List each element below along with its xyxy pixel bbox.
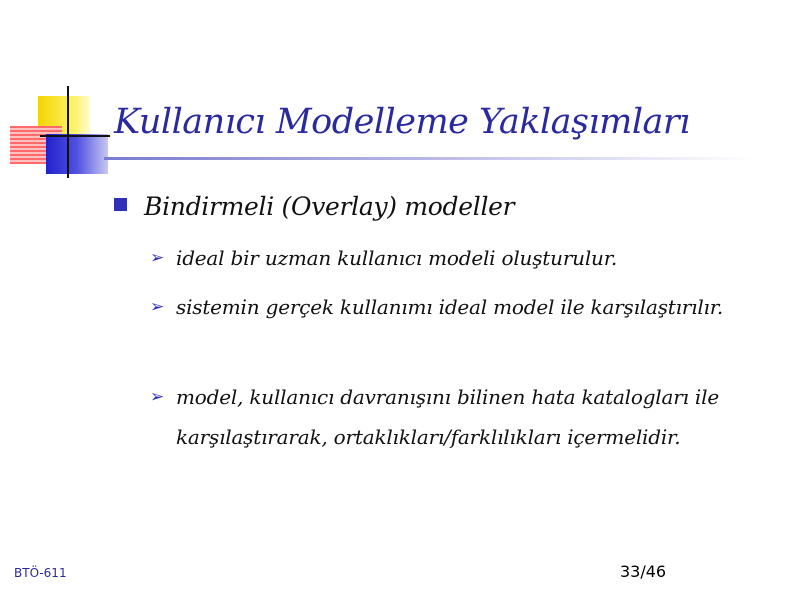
arrowhead-bullet-icon: ➢ xyxy=(150,248,165,268)
square-bullet-icon xyxy=(114,198,127,211)
sub-bullet-text: sistemin gerçek kullanımı ideal model ile karşılaştırılır. xyxy=(176,295,724,319)
logo-horizontal-line xyxy=(40,135,110,137)
sub-bullet-text: model, kullanıcı davranışını bilinen hata katalogları ile karşılaştırarak, ortaklıkları/farklılıkları içermelidir. xyxy=(176,385,719,449)
title-underline xyxy=(104,157,754,160)
logo-blue-square xyxy=(46,134,108,174)
logo-vertical-line xyxy=(67,86,69,178)
arrowhead-bullet-icon: ➢ xyxy=(150,297,165,317)
sub-bullet-text: ideal bir uzman kullanıcı modeli oluşturulur. xyxy=(176,246,618,270)
footer-course-code: BTÖ-611 xyxy=(14,566,67,580)
footer-page-number: 33/46 xyxy=(620,562,667,581)
arrowhead-bullet-icon: ➢ xyxy=(150,387,165,407)
main-bullet-text: Bindirmeli (Overlay) modeller xyxy=(144,192,515,221)
slide-title: Kullanıcı Modelleme Yaklaşımları xyxy=(114,102,690,142)
